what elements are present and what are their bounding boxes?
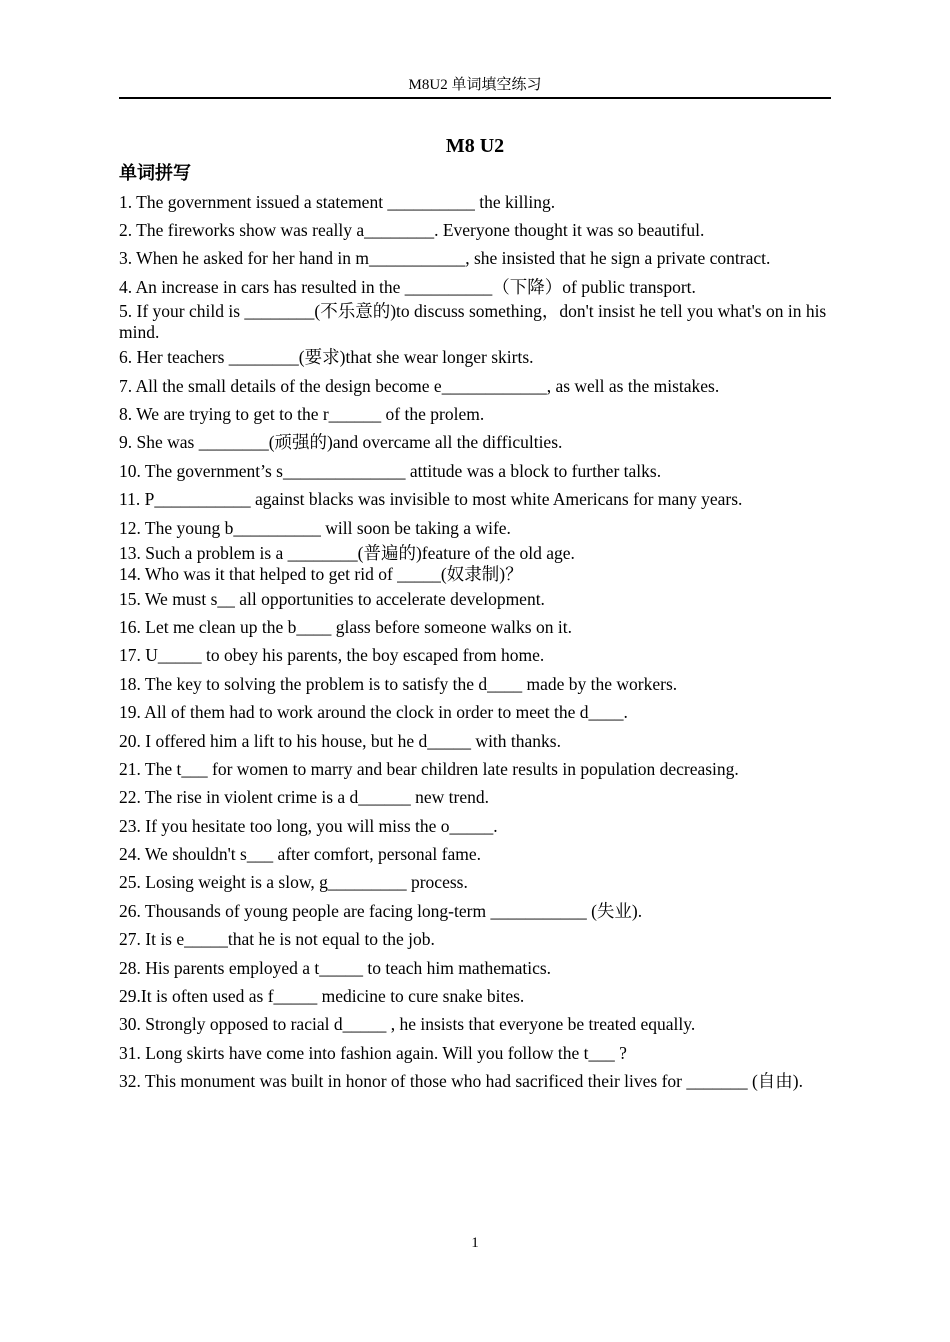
question-17: 17. U_____ to obey his parents, the boy escaped from home. bbox=[119, 645, 545, 665]
question-7: 7. All the small details of the design become e____________, as well as the mistakes. bbox=[119, 376, 720, 396]
question-18: 18. The key to solving the problem is to satisfy the d____ made by the workers. bbox=[119, 674, 678, 694]
question-27: 27. It is e_____that he is not equal to the job. bbox=[119, 929, 435, 949]
section-heading: 单词拼写 bbox=[119, 163, 191, 184]
question-14: 14. Who was it that helped to get rid of _____(奴隶制)？ bbox=[119, 564, 523, 584]
question-24: 24. We shouldn't s___ after comfort, personal fame. bbox=[119, 844, 482, 864]
question-19: 19. All of them had to work around the clock in order to meet the d____. bbox=[119, 702, 628, 722]
question-10: 10. The government’s s______________ attitude was a block to further talks. bbox=[119, 461, 662, 481]
question-31: 31. Long skirts have come into fashion again. Will you follow the t___ ? bbox=[119, 1043, 627, 1063]
question-30: 30. Strongly opposed to racial d_____ , he insists that everyone be treated equally. bbox=[119, 1014, 696, 1034]
question-8: 8. We are trying to get to the r______ of the prolem. bbox=[119, 404, 485, 424]
document-title: M8 U2 bbox=[445, 135, 505, 157]
page-header: M8U2 单词填空练习 bbox=[119, 76, 831, 99]
question-3: 3. When he asked for her hand in m___________, she insisted that he sign a private contract. bbox=[119, 248, 771, 268]
question-26: 26. Thousands of young people are facing long-term ___________ (失业). bbox=[119, 901, 643, 921]
question-11: 11. P___________ against blacks was invisible to most white Americans for many years. bbox=[119, 489, 743, 509]
question-15: 15. We must s__ all opportunities to accelerate development. bbox=[119, 589, 545, 609]
question-2: 2. The fireworks show was really a________. Everyone thought it was so beautiful. bbox=[119, 220, 705, 240]
question-32: 32. This monument was built in honor of those who had sacrificed their lives for _______ (自由). bbox=[119, 1071, 804, 1091]
question-20: 20. I offered him a lift to his house, but he d_____ with thanks. bbox=[119, 731, 561, 751]
question-21: 21. The t___ for women to marry and bear children late results in population decreasing. bbox=[119, 759, 739, 779]
question-1: 1. The government issued a statement __________ the killing. bbox=[119, 192, 556, 212]
question-12: 12. The young b__________ will soon be taking a wife. bbox=[119, 518, 511, 538]
question-29: 29.It is often used as f_____ medicine to cure snake bites. bbox=[119, 986, 525, 1006]
question-4: 4. An increase in cars has resulted in the __________（下降）of public transport. bbox=[119, 277, 696, 297]
question-13: 13. Such a problem is a ________(普遍的)feature of the old age. bbox=[119, 543, 575, 563]
question-16: 16. Let me clean up the b____ glass before someone walks on it. bbox=[119, 617, 572, 637]
question-9: 9. She was ________(顽强的)and overcame all the difficulties. bbox=[119, 432, 563, 452]
question-22: 22. The rise in violent crime is a d______ new trend. bbox=[119, 787, 490, 807]
page-number: 1 bbox=[471, 1235, 479, 1251]
question-6: 6. Her teachers ________(要求)that she wear longer skirts. bbox=[119, 347, 534, 367]
question-5: 5. If your child is ________(不乐意的)to discuss something，don't insist he tell you what's on in his mind. bbox=[119, 301, 827, 342]
question-25: 25. Losing weight is a slow, g_________ process. bbox=[119, 872, 468, 892]
question-23: 23. If you hesitate too long, you will miss the o_____. bbox=[119, 816, 498, 836]
question-28: 28. His parents employed a t_____ to teach him mathematics. bbox=[119, 958, 552, 978]
